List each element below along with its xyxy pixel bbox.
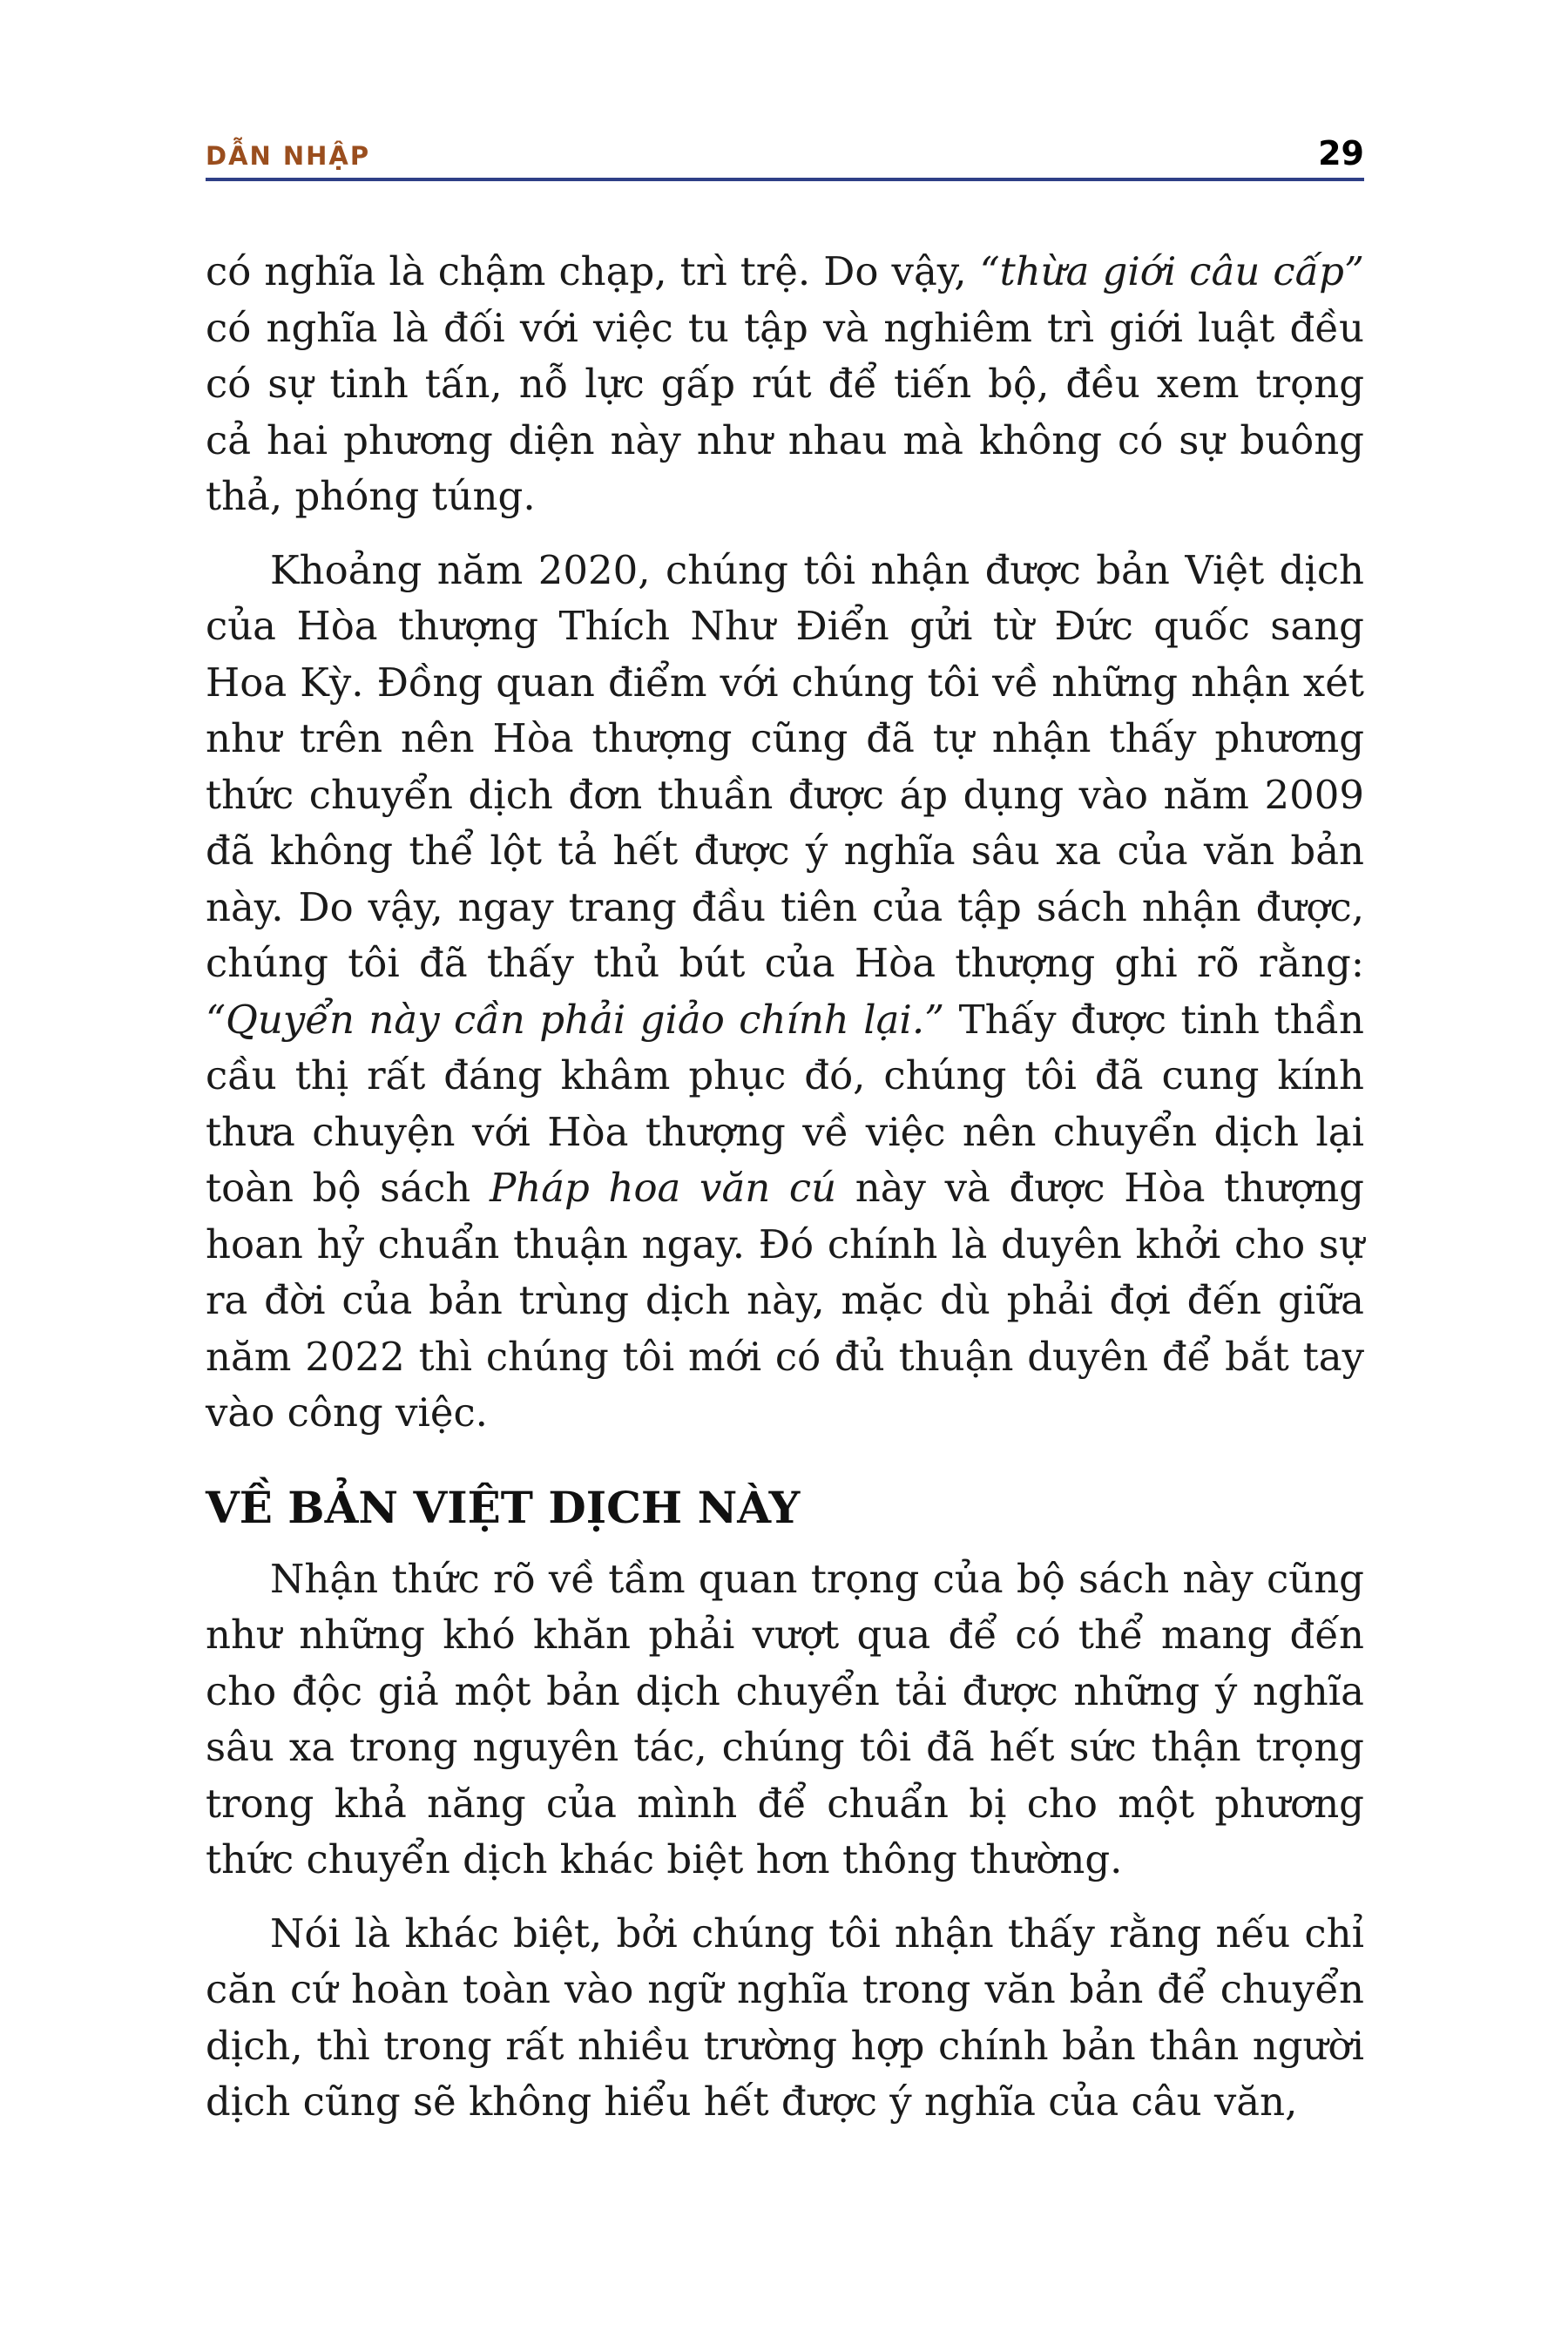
- paragraph-awareness: Nhận thức rõ về tầm quan trọng của bộ sách này cũng như những khó khăn phải vượt qua để có thể mang đến cho độc giả một bản dịch chuyển tải được những ý nghĩa sâu xa trong nguyên tác, chúng tôi đã hết sức thận trọng trong khả năng của mình để chuẩn bị cho một phương thức chuyển dịch khác biệt hơn thông thường.: [206, 1555, 1364, 1882]
- paragraph-2020: [206, 543, 1364, 1442]
- text-run: Thấy được tinh thần cầu thị rất đáng khâm phục đó, chúng tôi đã cung kính thưa chuyện với Hòa thượng về việc nên chuyển dịch lại toàn bộ sách: [206, 996, 1364, 1211]
- page-number: 29: [1318, 134, 1364, 172]
- header-rule: [206, 178, 1364, 181]
- paragraph-difference: Nói là khác biệt, bởi chúng tôi nhận thấy rằng nếu chỉ căn cứ hoàn toàn vào ngữ nghĩa trong văn bản để chuyển dịch, thì trong rất nhiều trường hợp chính bản thân người dịch cũng sẽ không hiểu hết được ý nghĩa của câu văn,: [206, 1909, 1364, 2125]
- paragraph-continuation: [206, 244, 1364, 525]
- text-run: có nghĩa là đối với việc tu tập và nghiêm trì giới luật đều có sự tinh tấn, nỗ lực gấp rút để tiến bộ, đều xem trọng cả hai phương diện này như nhau mà không có sự buông thả, phóng túng.: [206, 304, 1364, 519]
- body-text: [206, 244, 1364, 2131]
- text-run: có nghĩa là chậm chạp, trì trệ. Do vậy,: [206, 248, 980, 294]
- italic-book-title: Pháp hoa văn cú: [489, 1165, 837, 1211]
- page-header: [206, 129, 1364, 178]
- italic-quote: “Quyển này cần phải giảo chính lại.”: [206, 996, 945, 1043]
- running-head: DẪN NHẬP: [206, 141, 371, 171]
- text-run: này và được Hòa thượng hoan hỷ chuẩn thuận ngay. Đó chính là duyên khởi cho sự ra đời của bản trùng dịch này, mặc dù phải đợi đến giữa năm 2022 thì chúng tôi mới có đủ thuận duyên để bắt tay vào công việc.: [206, 1165, 1364, 1436]
- italic-quote: “thừa giới câu cấp”: [979, 248, 1364, 294]
- text-run: Khoảng năm 2020, chúng tôi nhận được bản Việt dịch của Hòa thượng Thích Như Điển gửi từ Đức quốc sang Hoa Kỳ. Đồng quan điểm với chúng tôi về những nhận xét như trên nên Hòa thượng cũng đã tự nhận thấy phương thức chuyển dịch đơn thuần được áp dụng vào năm 2009 đã không thể lột tả hết được ý nghĩa sâu xa của văn bản này. Do vậy, ngay trang đầu tiên của tập sách nhận được, chúng tôi đã thấy thủ bút của Hòa thượng ghi rõ rằng:: [206, 546, 1364, 986]
- section-heading: VỀ BẢN VIỆT DỊCH NÀY: [206, 1481, 801, 1533]
